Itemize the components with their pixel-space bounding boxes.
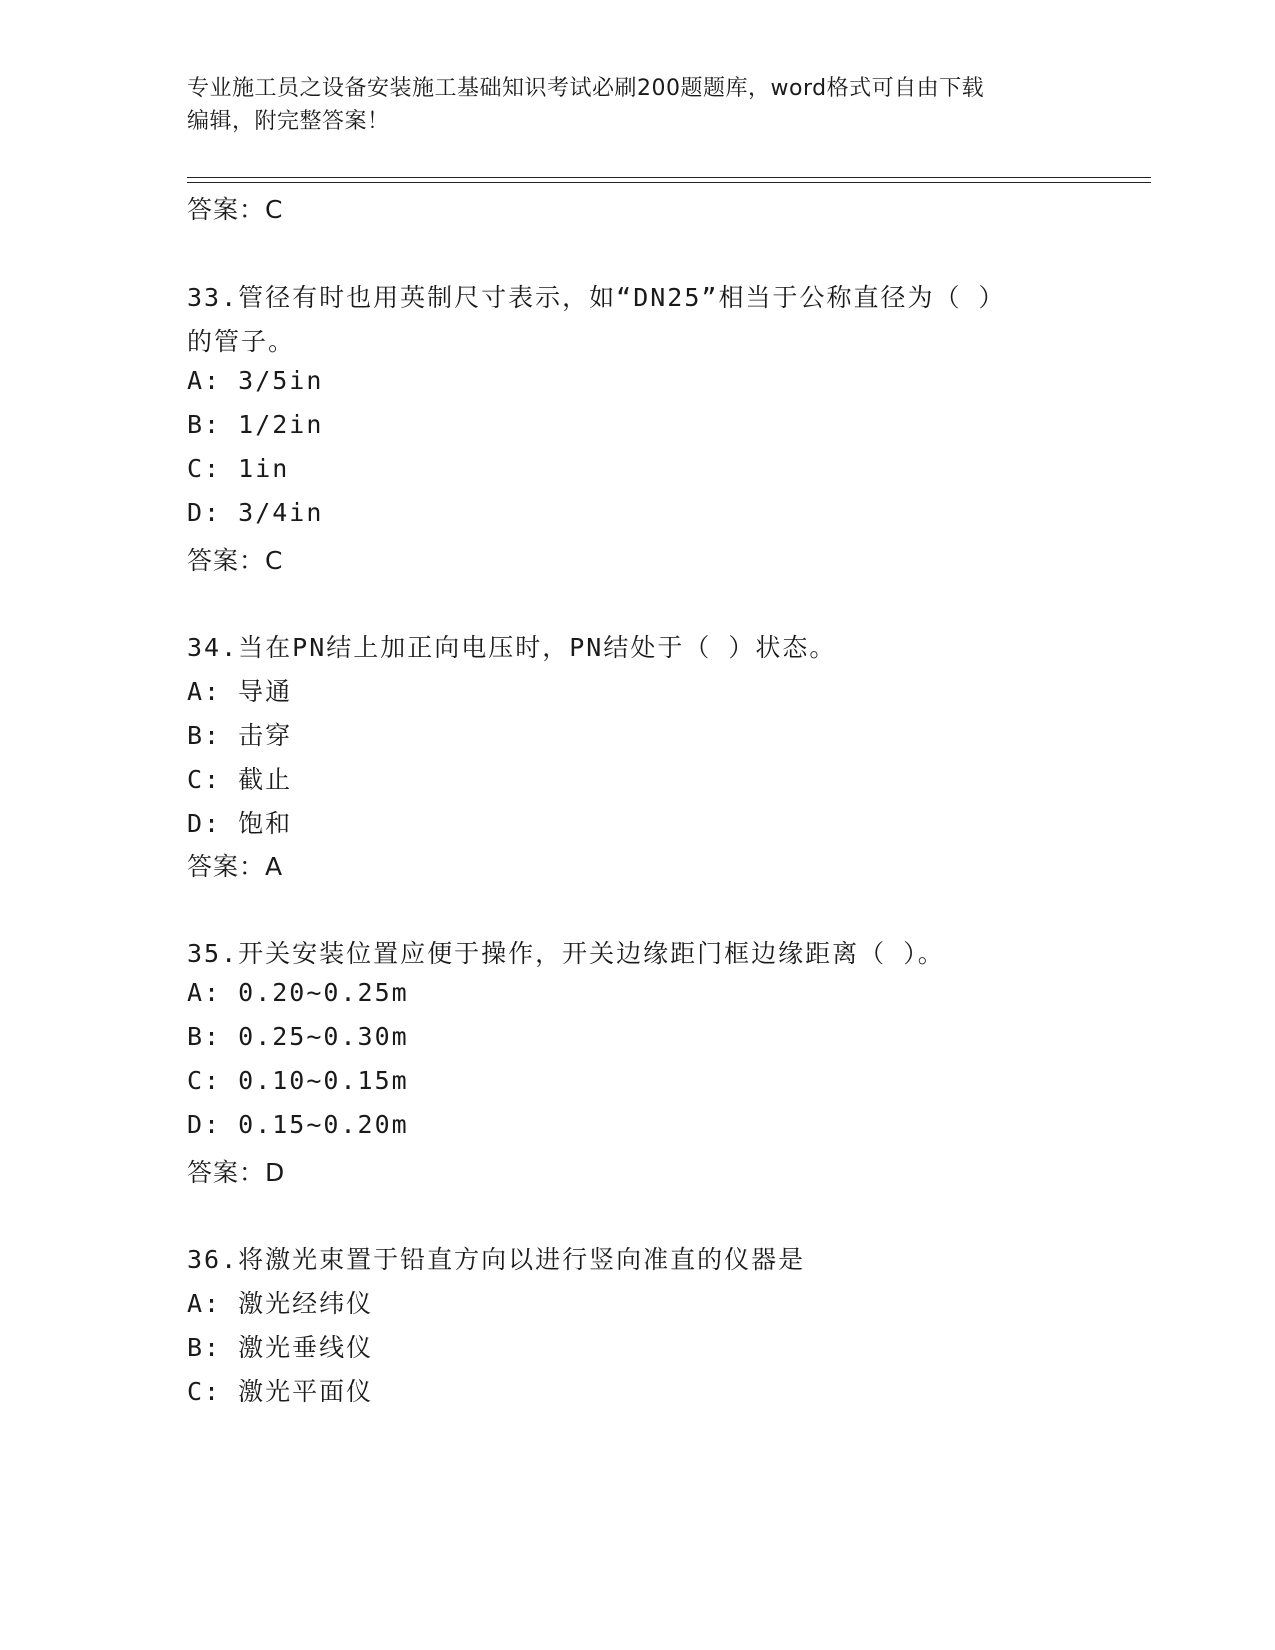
question-35-option-b: B: 0.25~0.30m xyxy=(187,1022,409,1051)
question-33-stem: 33.管径有时也用英制尺寸表示，如“DN25”相当于公称直径为（ ） xyxy=(187,283,1006,312)
question-33-option-b: B: 1/2in xyxy=(187,410,324,439)
answer-prev: 答案：C xyxy=(187,195,284,224)
question-33-option-d: D: 3/4in xyxy=(187,498,324,527)
question-36-option-b: B: 激光垂线仪 xyxy=(187,1333,374,1362)
question-35-answer: 答案：D xyxy=(187,1158,286,1187)
question-35-option-d: D: 0.15~0.20m xyxy=(187,1110,409,1139)
question-34-option-d: D: 饱和 xyxy=(187,809,293,838)
header-rule-top xyxy=(187,177,1151,178)
question-35-option-c: C: 0.10~0.15m xyxy=(187,1066,409,1095)
header-title-line-2: 编辑，附完整答案！ xyxy=(187,109,390,134)
question-34-option-a: A: 导通 xyxy=(187,677,293,706)
question-34-option-c: C: 截止 xyxy=(187,765,293,794)
header-title-line-1: 专业施工员之设备安装施工基础知识考试必刷200题题库，word格式可自由下载 xyxy=(187,76,985,101)
question-36-option-a: A: 激光经纬仪 xyxy=(187,1289,374,1318)
question-34-option-b: B: 击穿 xyxy=(187,721,293,750)
question-35-stem: 35.开关安装位置应便于操作，开关边缘距门框边缘距离（ ）。 xyxy=(187,939,945,968)
question-33-answer: 答案：C xyxy=(187,546,284,575)
question-33-option-a: A: 3/5in xyxy=(187,366,324,395)
question-34-stem: 34.当在PN结上加正向电压时，PN结处于（ ）状态。 xyxy=(187,633,837,662)
question-33-option-c: C: 1in xyxy=(187,454,290,483)
question-36-option-c: C: 激光平面仪 xyxy=(187,1377,374,1406)
question-33-stem-cont: 的管子。 xyxy=(187,327,296,356)
document-header xyxy=(187,72,1067,138)
question-34-answer: 答案：A xyxy=(187,852,284,881)
question-35-option-a: A: 0.20~0.25m xyxy=(187,978,409,1007)
question-36-stem: 36.将激光束置于铅直方向以进行竖向准直的仪器是 xyxy=(187,1245,806,1274)
header-rule-bottom xyxy=(187,182,1151,183)
